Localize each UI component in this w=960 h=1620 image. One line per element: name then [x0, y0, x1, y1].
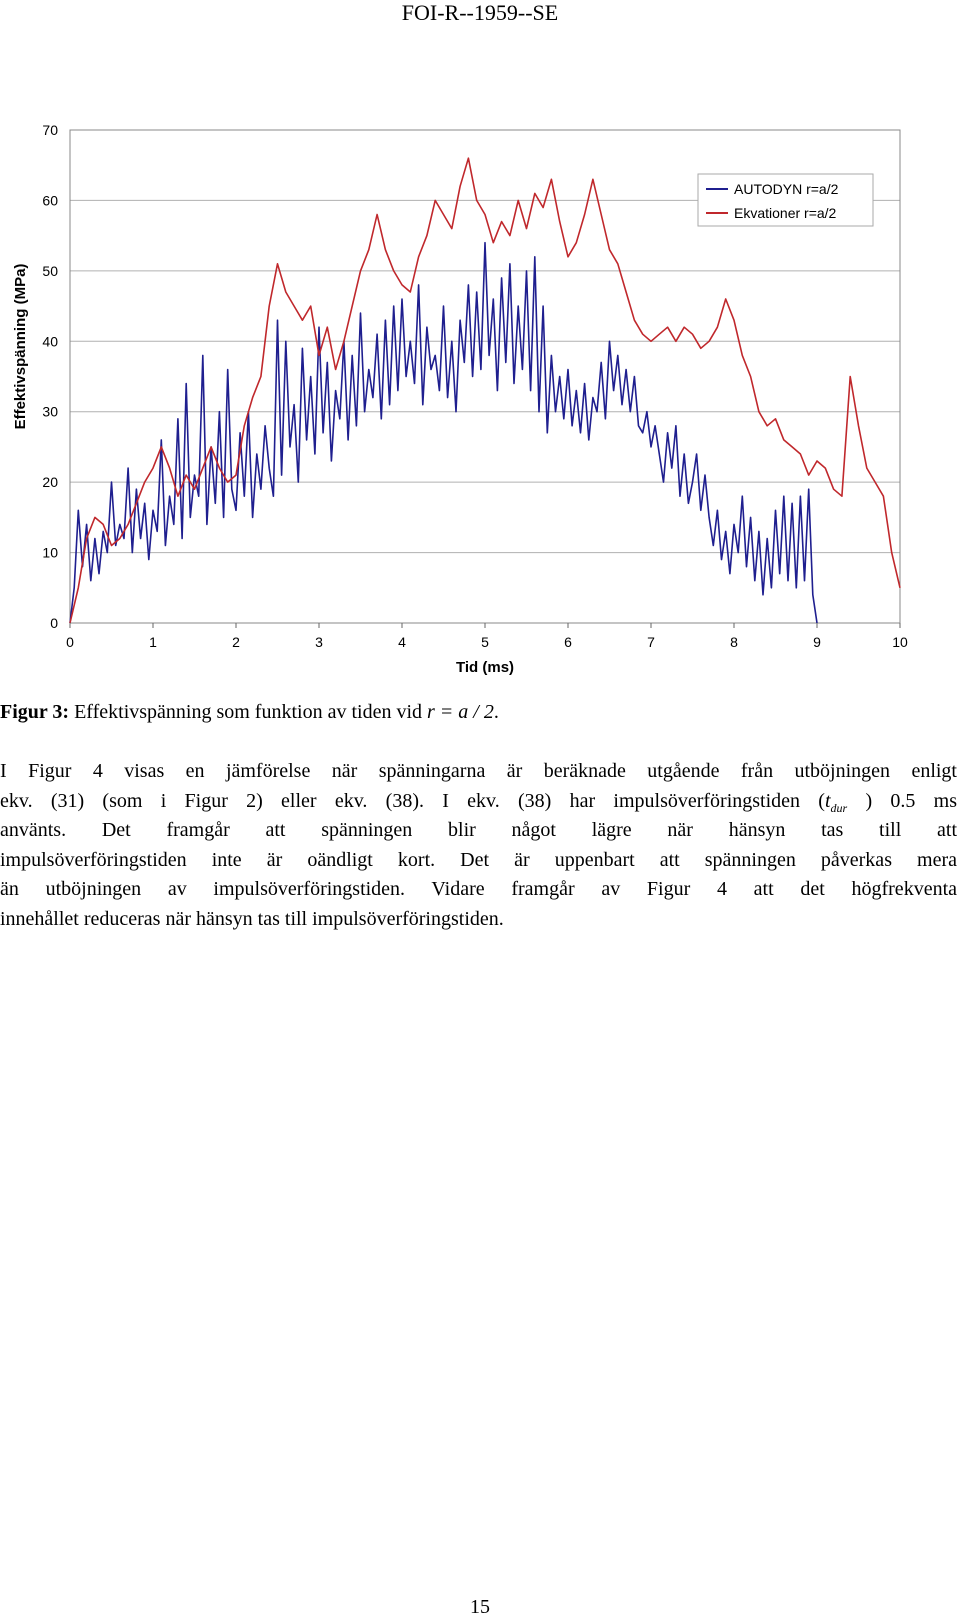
figure-caption-math: r = a / 2 [427, 701, 494, 723]
y-axis-ticks [42, 122, 58, 631]
legend-label: AUTODYN r=a/2 [734, 181, 839, 197]
x-tick-label: 9 [813, 634, 821, 650]
stress-chart [0, 110, 960, 690]
y-tick-label: 40 [42, 333, 58, 350]
t-dur-symbol [824, 789, 848, 815]
x-tick-label: 3 [315, 634, 323, 650]
legend [698, 174, 873, 226]
x-tick-label: 2 [232, 634, 240, 650]
document-id-header: FOI-R--1959--SE [401, 0, 559, 25]
x-tick-label: 6 [564, 634, 572, 650]
series-line [70, 243, 817, 623]
y-tick-label: 60 [42, 192, 58, 209]
y-tick-label: 0 [50, 615, 58, 631]
figure-caption-label: Figur 3: [0, 701, 70, 723]
x-tick-label: 10 [892, 634, 908, 650]
x-tick-label: 7 [647, 634, 655, 650]
series-line [70, 158, 900, 623]
paragraph-line: än utböjningen av impulsöverföringstiden. Vidare framgår av Figur 4 att det högfrekventa [0, 878, 957, 900]
legend-label: Ekvationer r=a/2 [734, 205, 837, 221]
y-axis-label: Effektivspänning (MPa) [12, 263, 29, 430]
x-axis-label: Tid (ms) [455, 659, 515, 676]
paragraph-text: ekv. (31) (som i Figur 2) eller ekv. (38). I ekv. (38) har impulsöverföringstiden ( [0, 789, 825, 812]
x-tick-label: 0 [66, 634, 74, 650]
paragraph-text: ) 0.5 ms [865, 789, 958, 812]
paragraph-line [0, 787, 957, 817]
y-tick-label: 70 [42, 122, 58, 138]
x-tick-label: 5 [481, 634, 489, 650]
x-axis-ticks [66, 623, 908, 650]
figure-caption [0, 699, 960, 725]
body-paragraph [0, 757, 957, 934]
series-layer [70, 158, 900, 623]
paragraph-line: använts. Det framgår att spänningen blir något lägre när hänsyn tas till att [0, 819, 957, 841]
x-tick-label: 1 [149, 634, 157, 650]
x-tick-label: 4 [398, 634, 406, 650]
paragraph-line: I Figur 4 visas en jämförelse när spänningarna är beräknade utgående från utböjningen enligt [0, 760, 957, 782]
y-tick-label: 10 [42, 544, 58, 561]
t-variable: t [824, 789, 831, 812]
figure-caption-text: Effektivspänning som funktion av tiden vid [69, 701, 427, 723]
y-tick-label: 30 [42, 403, 58, 420]
y-tick-label: 20 [42, 474, 58, 491]
page-number: 15 [470, 1596, 490, 1618]
dur-subscript: dur [830, 800, 848, 815]
x-tick-label: 8 [730, 634, 738, 650]
paragraph-line: innehållet reduceras när hänsyn tas till impulsöverföringstiden. [0, 907, 504, 930]
figure-caption-end: . [493, 701, 499, 723]
paragraph-line: impulsöverföringstiden inte är oändligt kort. Det är uppenbart att spänningen påverkas mera [0, 848, 957, 871]
y-tick-label: 50 [42, 262, 58, 279]
